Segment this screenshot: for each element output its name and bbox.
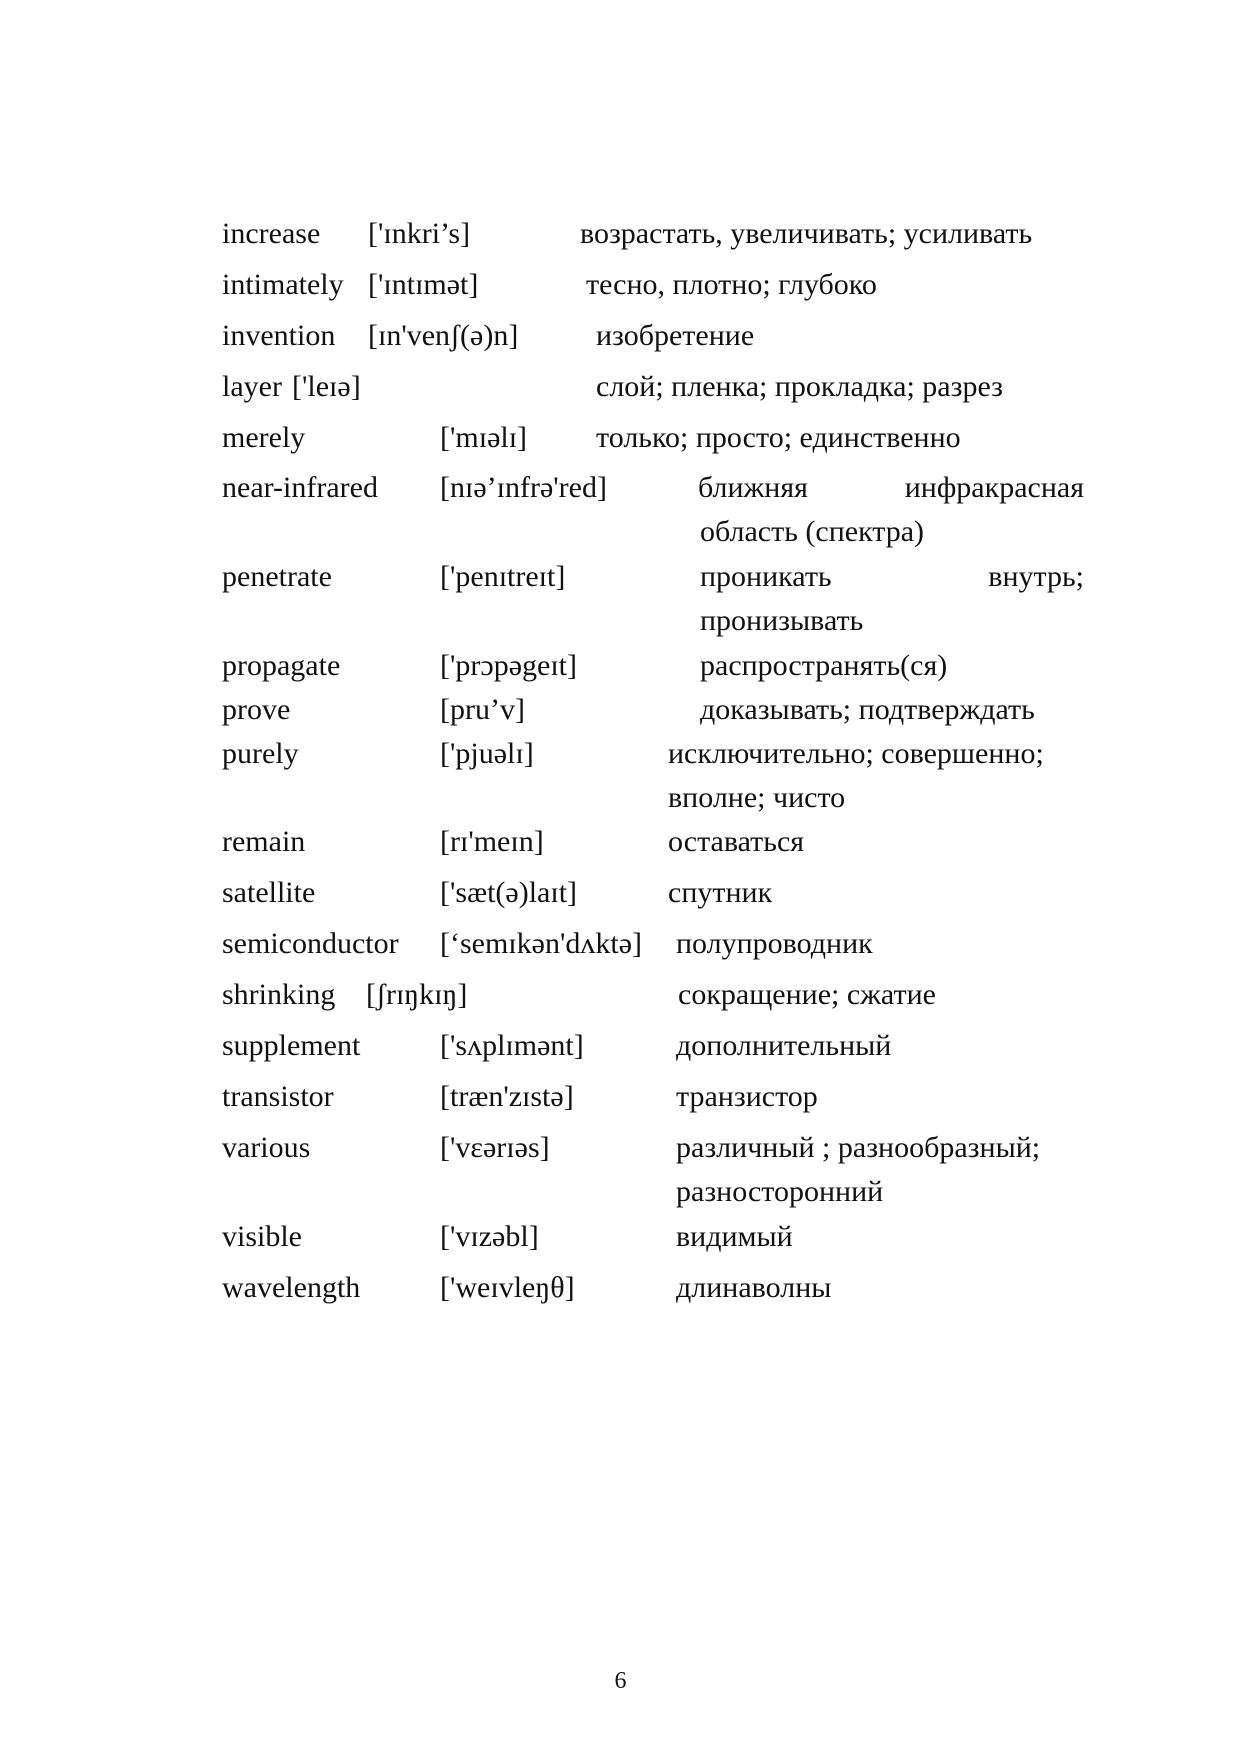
entry-transcription: ['penɪtreɪt] <box>440 560 566 593</box>
entry-translation-part: инфракрасная <box>904 471 1084 504</box>
entry-word: remain <box>222 825 306 858</box>
entry-translation <box>700 559 1084 595</box>
entry-transcription: [nɪə’ɪnfrə'red] <box>440 471 607 504</box>
entry-translation: только; просто; единственно <box>596 421 961 454</box>
entry-transcription: [pru’v] <box>440 693 525 726</box>
entry-word: supplement <box>222 1029 361 1062</box>
entry-transcription: ['ɪnkri’s] <box>368 217 471 250</box>
entry-transcription: ['mɪəlɪ] <box>440 421 528 454</box>
page-number: 6 <box>614 1668 627 1694</box>
entry-translation: сокращение; сжатие <box>678 978 936 1011</box>
entry-translation: распространять(ся) <box>700 649 948 682</box>
entry-word: shrinking <box>222 978 336 1011</box>
entry-translation: длинаволны <box>676 1271 832 1304</box>
entry-translation: спутник <box>668 876 773 909</box>
entry-translation: доказывать; подтверждать <box>700 693 1035 726</box>
entry-word: visible <box>222 1220 302 1253</box>
entry-transcription: ['sæt(ə)laɪt] <box>440 876 578 909</box>
entry-transcription: ['vɪzəbl] <box>440 1220 539 1253</box>
entry-translation-continuation: пронизывать <box>700 604 864 637</box>
entry-word: transistor <box>222 1080 334 1113</box>
entry-translation: полупроводник <box>676 927 873 960</box>
entry-transcription: ['sʌplɪmənt] <box>440 1029 584 1062</box>
entry-translation: транзистор <box>676 1080 818 1113</box>
entry-word: various <box>222 1131 311 1164</box>
entry-translation-continuation: вполне; чисто <box>668 781 846 814</box>
entry-translation-part: внутрь; <box>988 560 1084 593</box>
entry-word: near-infrared <box>222 471 378 504</box>
entry-transcription: [rɪ'meɪn] <box>440 825 544 858</box>
entry-transcription: [ɪn'venʃ(ə)n] <box>368 319 519 352</box>
entry-word: propagate <box>222 649 341 682</box>
entry-word: semiconductor <box>222 927 399 960</box>
entry-translation: возрастать, увеличивать; усиливать <box>580 217 1033 250</box>
entry-transcription: ['pjuəlɪ] <box>440 737 534 770</box>
entry-word: penetrate <box>222 560 332 593</box>
entry-translation: оставаться <box>668 825 805 858</box>
entry-translation: дополнительный <box>676 1029 892 1062</box>
entry-transcription: ['leɪə] <box>292 370 361 403</box>
entry-translation: тесно, плотно; глубоко <box>586 268 877 301</box>
entry-word: satellite <box>222 876 316 909</box>
entry-translation: различный ; разнообразный; <box>676 1131 1041 1164</box>
entry-transcription: ['ɪntɪmət] <box>368 268 479 301</box>
entry-translation: исключительно; совершенно; <box>668 737 1044 770</box>
entry-translation-continuation: разносторонний <box>676 1175 884 1208</box>
entry-transcription: [‘semɪkən'dʌktə] <box>440 927 643 960</box>
entry-word: wavelength <box>222 1271 361 1304</box>
entry-translation: слой; пленка; прокладка; разрез <box>596 370 1003 403</box>
entry-translation-part: проникать <box>700 560 832 593</box>
entry-word: prove <box>222 693 291 726</box>
entry-translation-continuation: область (спектра) <box>700 515 925 548</box>
entry-translation: изобретение <box>596 319 755 352</box>
entry-word: merely <box>222 421 306 454</box>
entry-translation-part: ближняя <box>698 471 808 504</box>
entry-word: invention <box>222 319 336 352</box>
entry-word: increase <box>222 217 321 250</box>
entry-transcription: [ʃrɪŋkɪŋ] <box>366 978 468 1011</box>
entry-transcription: ['weɪvleŋθ] <box>440 1271 575 1304</box>
entry-transcription: ['vɛərɪəs] <box>440 1131 550 1164</box>
entry-translation <box>698 470 1084 506</box>
entry-word: purely <box>222 737 299 770</box>
entry-translation: видимый <box>676 1220 793 1253</box>
entry-transcription: [træn'zɪstə] <box>440 1080 574 1113</box>
entry-word: intimately <box>222 268 344 301</box>
entry-transcription: ['prɔpəgeɪt] <box>440 649 577 682</box>
entry-word: layer <box>222 370 282 403</box>
